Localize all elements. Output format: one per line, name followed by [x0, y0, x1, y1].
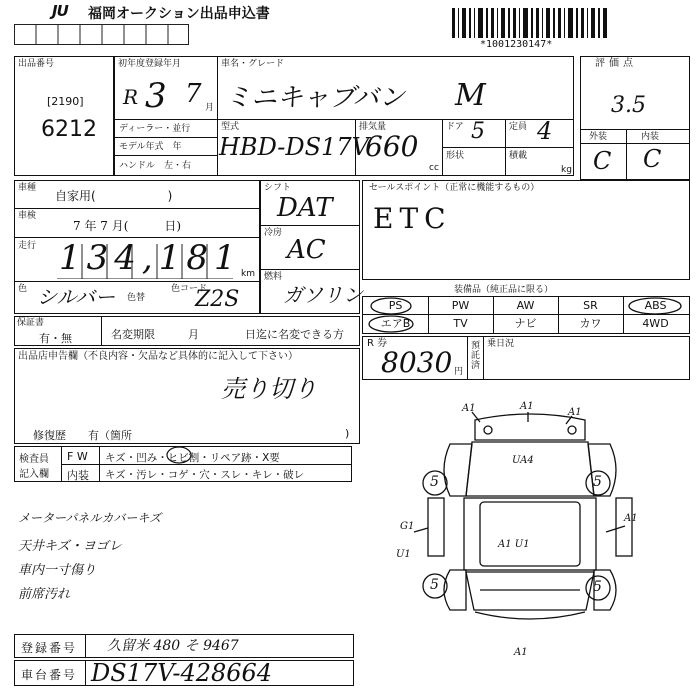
registration-era: R — [123, 85, 139, 109]
legend-dent-circle — [165, 446, 195, 464]
shift-label: シフト — [264, 183, 292, 193]
auction-logo: JU — [52, 2, 68, 20]
doors-value: 5 — [471, 119, 485, 144]
registration-month-unit: 月 — [205, 103, 215, 113]
inspector-note: メーターパネルカバーキズ — [18, 511, 162, 525]
warranty-label: 保証書 — [17, 318, 45, 328]
color-code-label: 色コード — [171, 284, 208, 294]
first-registration-label: 初年度登録年月 — [118, 59, 182, 69]
equip-sr: SR — [583, 299, 598, 312]
repair-history-close: ) — [345, 427, 350, 440]
sales-point-label: セールスポイント（正常に機能するもの） — [369, 183, 540, 193]
car-outline — [380, 400, 680, 660]
shape-label: 形状 — [446, 151, 465, 161]
barcode — [452, 8, 608, 38]
car-damage-diagram — [380, 400, 680, 660]
recycle-label: R 券 — [367, 338, 388, 349]
usage-box — [14, 180, 260, 314]
equipment-label: 装備品（純正品に限る） — [454, 285, 554, 295]
equip-abs: ABS — [644, 299, 667, 312]
plate-number: 久留米 480 そ 9467 — [107, 638, 239, 654]
header-grid-boxes — [14, 24, 189, 46]
chassis-row — [14, 660, 354, 686]
inspection-date: 7 年 7 月( 日) — [73, 219, 182, 233]
exterior-grade: C — [593, 147, 612, 175]
recycle-deposit-label: 預託済 — [471, 341, 481, 371]
mark-front-left: A1 — [462, 403, 476, 414]
legend-inner-text: キズ・汚レ・コゲ・穴・スレ・キレ・破レ — [105, 469, 305, 481]
mileage-value: 134,181 — [59, 238, 242, 278]
color-label: 色 — [18, 284, 28, 294]
mark-left-lower: U1 — [396, 549, 411, 560]
handle-label: ハンドル 左・右 — [119, 161, 192, 171]
inspector-note: 車内一寸傷り — [18, 563, 97, 578]
dealer-label: ディーラー・並行 — [119, 124, 191, 134]
vehicle-grade: M — [455, 78, 486, 113]
header-grid — [14, 24, 189, 50]
equip-aw: AW — [516, 299, 535, 312]
model-year-label: モデル年式 年 — [119, 142, 182, 152]
sales-point-text: ETC — [373, 202, 452, 235]
equipment-table — [362, 296, 690, 334]
equip-4wd: 4WD — [642, 317, 669, 330]
barcode-text: *1001230147* — [480, 39, 553, 50]
repair-history-label: 修復歴 有（箇所 — [33, 429, 132, 442]
score-label: 評価点 — [595, 58, 637, 69]
mark-rear: A1 — [514, 647, 528, 658]
model-code: HBD-DS17V — [219, 133, 369, 161]
equip-navi: ナビ — [514, 317, 537, 330]
equip-leather: カワ — [579, 317, 602, 330]
color-code: Z2S — [195, 287, 240, 312]
equip-airbag-circle — [367, 314, 417, 334]
tire-front-left: 5 — [430, 474, 439, 490]
mark-front-right: A1 — [568, 407, 582, 418]
shift-value: DAT — [277, 193, 333, 223]
remarks-box — [14, 348, 360, 444]
equip-tv: TV — [453, 317, 468, 330]
warranty-options: 有・無 — [39, 332, 72, 345]
capacity-value: 4 — [537, 117, 553, 145]
legend-fw-label: F W — [67, 450, 88, 463]
load-unit: kg — [561, 165, 572, 175]
inspector-note: 天井キズ・ヨゴレ — [18, 539, 122, 554]
name-change-label: 名変期限 月 — [111, 328, 199, 341]
remarks-label: 出品店申告欄（不良内容・欠品など具体的に記入して下さい） — [18, 351, 298, 362]
equip-ps: PS — [388, 299, 403, 312]
recycle-box — [362, 336, 690, 380]
exterior-label: 外装 — [589, 132, 608, 142]
remarks-text: 売り切り — [221, 375, 317, 403]
mark-front-center: A1 — [520, 401, 534, 412]
tire-rear-left: 5 — [430, 577, 439, 593]
vehicle-name: ミニキャブバン — [225, 83, 405, 113]
legend-title: 検査員 — [19, 454, 49, 465]
doors-label: ドア — [446, 122, 464, 132]
legend-fw-text: キズ・凹み・ヒビ割・リペア跡・X要 — [105, 452, 280, 464]
chassis-label: 車台番号 — [21, 668, 78, 682]
drivetrain-box — [260, 180, 363, 314]
legend-title2: 記入欄 — [19, 469, 49, 480]
mark-left-upper: G1 — [400, 521, 415, 532]
model-label: 型式 — [221, 122, 240, 132]
recycle-unit: 円 — [454, 367, 464, 377]
recycle-date-label: 乗日況 — [487, 339, 515, 349]
mark-hood: UA4 — [512, 455, 534, 466]
form-title: 福岡オークション出品申込書 — [88, 6, 270, 22]
mileage-label: 走行 — [18, 241, 37, 251]
inspection-legend — [14, 446, 352, 482]
color-value: シルバー — [37, 285, 116, 309]
recycle-amount: 8030 — [381, 346, 453, 379]
plate-row — [14, 634, 354, 658]
legend-inner-label: 内装 — [67, 469, 89, 482]
fuel-label: 燃料 — [264, 272, 283, 282]
mileage-unit: km — [241, 269, 255, 279]
tire-rear-right: 5 — [593, 579, 602, 595]
vehicle-info-box — [114, 56, 574, 176]
tire-front-right: 5 — [593, 474, 602, 490]
interior-grade: C — [643, 145, 662, 173]
inspector-notes — [14, 500, 354, 620]
car-type: 自家用( ) — [55, 189, 173, 203]
displacement-unit: cc — [429, 163, 439, 173]
score-box — [580, 56, 690, 180]
ac-value: AC — [287, 235, 326, 265]
displacement-label: 排気量 — [359, 122, 387, 132]
lot-number-label: 出品番号 — [18, 59, 55, 69]
vehicle-name-label: 車名・グレード — [221, 59, 285, 69]
ac-label: 冷房 — [264, 228, 283, 238]
displacement: 660 — [365, 130, 419, 163]
lot-number-box — [14, 56, 114, 176]
score-value: 3.5 — [611, 93, 646, 118]
plate-label: 登録番号 — [21, 641, 78, 655]
lot-number: 6212 — [41, 117, 97, 142]
name-change-note: 日迄に名変できる方 — [245, 328, 344, 341]
interior-label: 内装 — [641, 132, 660, 142]
lot-sub-number: [2190] — [47, 95, 84, 108]
color-change-label: 色替 — [127, 293, 146, 303]
mark-roof: A1 U1 — [498, 539, 530, 550]
fuel-value: ガソリン — [283, 283, 363, 307]
equip-abs-circle — [627, 297, 687, 317]
capacity-label: 定員 — [509, 122, 528, 132]
car-type-label: 車種 — [18, 183, 37, 193]
barcode-bars — [452, 8, 608, 38]
load-label: 積載 — [509, 151, 528, 161]
documents-row — [14, 316, 360, 346]
mark-right: A1 — [624, 513, 638, 524]
inspector-note: 前席汚れ — [18, 587, 71, 602]
registration-year: 3 — [145, 76, 167, 116]
inspection-label: 車検 — [18, 211, 37, 221]
header — [0, 0, 700, 50]
equip-pw: PW — [451, 299, 470, 312]
sales-point-box — [362, 180, 690, 280]
chassis-number: DS17V-428664 — [91, 659, 273, 687]
equip-airbag: エアB — [380, 317, 411, 330]
registration-month: 7 — [185, 79, 202, 109]
